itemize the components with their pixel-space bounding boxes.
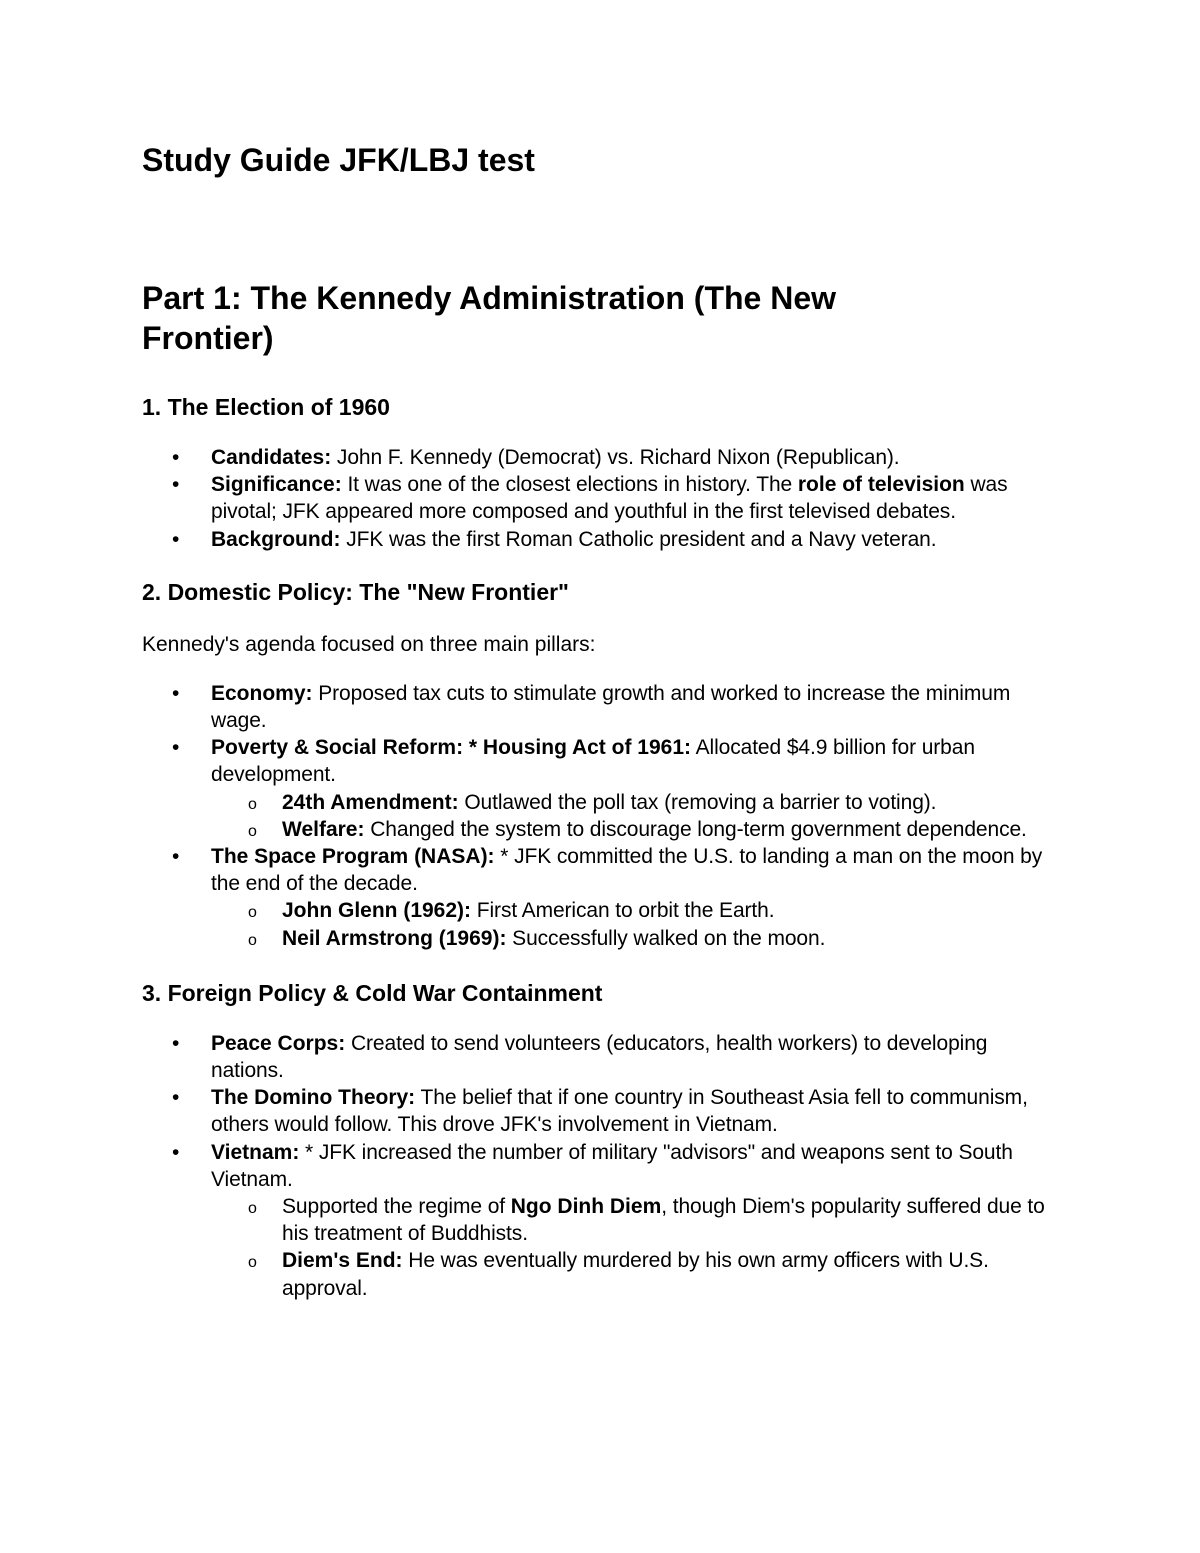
vietnam-sublist [211,1193,1060,1302]
item-text: Changed the system to discourage long-term government dependence. [364,817,1027,841]
item-label: 24th Amendment: [282,790,459,814]
item-label: Economy: [211,681,313,705]
item-text: He was eventually murdered by his own army officers with U.S. approval. [282,1249,989,1300]
item-label: Significance: [211,473,342,497]
section-1-list [142,444,1060,553]
item-text: JFK was the first Roman Catholic president and a Navy veteran. [340,527,937,551]
section-2-list [142,680,1060,952]
item-label: Welfare: [282,817,365,841]
sublist-item-john-glenn [211,897,1060,924]
sublist-item-24th-amendment [211,789,1060,816]
list-item-economy [142,680,1060,734]
item-text: First American to orbit the Earth. [471,899,775,923]
item-text: was pivotal; JFK appeared more composed and youthful in the first televised debates. [211,473,1008,524]
item-text: Supported the regime of [282,1195,511,1219]
item-label: Background: [211,527,341,551]
item-text: It was one of the closest elections in history. The [341,473,798,497]
sublist-item-welfare [211,816,1060,843]
item-label: John Glenn (1962): [282,899,472,923]
item-text: * JFK committed the U.S. to landing a man on the moon by the end of the decade. [211,845,1043,896]
part-1-title: Part 1: The Kennedy Administration (The New Frontier) [142,280,837,356]
item-label: The Domino Theory: [211,1086,416,1110]
item-text: * JFK increased the number of military "advisors" and weapons sent to South Vietnam. [211,1140,1013,1191]
list-item-significance [142,471,1060,525]
item-label: Candidates: [211,446,332,469]
document-title: Study Guide JFK/LBJ test [142,142,535,178]
item-text: Proposed tax cuts to stimulate growth and worked to increase the minimum wage. [211,681,1011,733]
item-text: Created to send volunteers (educators, health workers) to developing nations. [211,1031,988,1083]
section-2-intro: Kennedy's agenda focused on three main pillars: [142,632,596,656]
section-2-heading: 2. Domestic Policy: The "New Frontier" [142,578,569,605]
sublist-item-neil-armstrong [211,925,1060,952]
item-emphasis: role of television [797,473,965,497]
item-label: Diem's End: [282,1249,403,1273]
item-label: Neil Armstrong (1969): [282,926,507,950]
list-item-poverty [142,734,1060,843]
item-text: Outlawed the poll tax (removing a barrier to voting). [458,790,937,814]
item-emphasis: Ngo Dinh Diem [510,1195,662,1219]
list-item-space-program [142,843,1060,952]
section-3-heading: 3. Foreign Policy & Cold War Containment [142,979,603,1006]
section-3-list [142,1030,1060,1302]
section-1-heading: 1. The Election of 1960 [142,394,390,420]
item-label: The Space Program (NASA): [211,845,495,869]
item-label: Poverty & Social Reform: [211,736,464,760]
item-text: Successfully walked on the moon. [506,926,826,950]
item-text: John F. Kennedy (Democrat) vs. Richard Nixon (Republican). [331,446,900,469]
list-item-background [142,526,1060,553]
item-label: Peace Corps: [211,1031,346,1055]
sublist-item-diem-end [211,1247,1060,1301]
item-text: The belief that if one country in Southeast Asia fell to communism, others would follow. This drove JFK's involvement in Vietnam. [211,1086,1028,1137]
list-item-peace-corps [142,1030,1060,1084]
item-text: , though Diem's popularity suffered due to his treatment of Buddhists. [282,1195,1045,1246]
item-inline-label: * Housing Act of 1961: [463,736,692,760]
sublist-item-diem-regime [211,1193,1060,1247]
list-item-domino-theory [142,1084,1060,1138]
list-item-vietnam [142,1139,1060,1302]
space-sublist [211,897,1060,951]
list-item-candidates [142,444,1060,471]
item-label: Vietnam: [211,1140,300,1164]
item-text: Allocated $4.9 billion for urban development. [211,736,975,787]
poverty-sublist [211,789,1060,843]
